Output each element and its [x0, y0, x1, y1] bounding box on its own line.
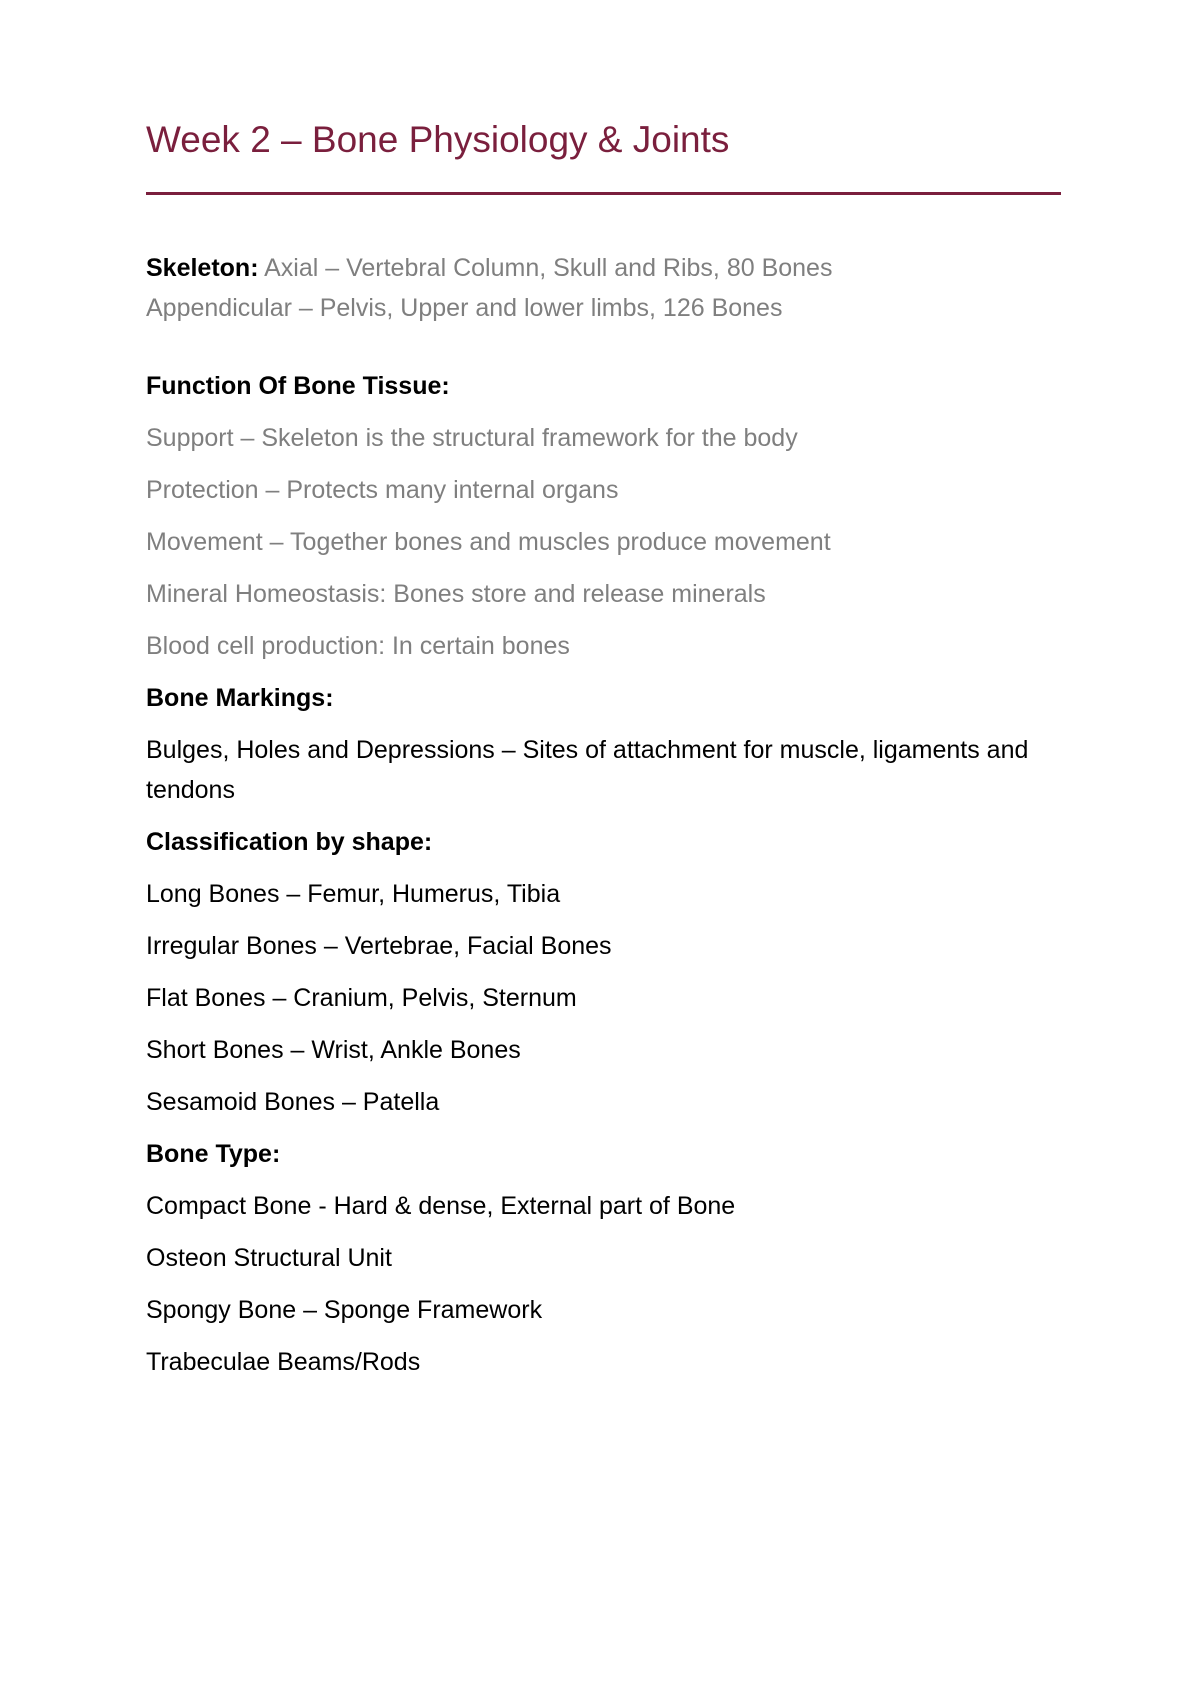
bone-type-item: Spongy Bone – Sponge Framework: [146, 1296, 543, 1324]
bone-type-heading: Bone Type:: [146, 1140, 281, 1168]
bone-type-item: Osteon Structural Unit: [146, 1244, 392, 1272]
skeleton-heading: Skeleton:: [146, 254, 259, 282]
title-divider: [146, 192, 1061, 195]
classification-item: Sesamoid Bones – Patella: [146, 1088, 440, 1116]
classification-heading: Classification by shape:: [146, 828, 433, 856]
bone-type-item: Compact Bone - Hard & dense, External part of Bone: [146, 1192, 736, 1220]
markings-text: Bulges, Holes and Depressions – Sites of attachment for muscle, ligaments and tendons: [146, 736, 1029, 804]
classification-item: Irregular Bones – Vertebrae, Facial Bones: [146, 932, 612, 960]
skeleton-axial-text: Axial – Vertebral Column, Skull and Ribs, 80 Bones: [258, 254, 833, 282]
function-item: Blood cell production: In certain bones: [146, 632, 570, 660]
markings-heading: Bone Markings:: [146, 684, 334, 712]
skeleton-axial-line: [146, 248, 1066, 288]
classification-item: Long Bones – Femur, Humerus, Tibia: [146, 880, 561, 908]
classification-item: Flat Bones – Cranium, Pelvis, Sternum: [146, 984, 577, 1012]
classification-item: Short Bones – Wrist, Ankle Bones: [146, 1036, 521, 1064]
function-item: Support – Skeleton is the structural framework for the body: [146, 424, 798, 452]
function-item: Mineral Homeostasis: Bones store and release minerals: [146, 580, 766, 608]
function-heading: Function Of Bone Tissue:: [146, 372, 450, 400]
document-body: [146, 248, 1066, 1382]
function-item: Protection – Protects many internal organs: [146, 476, 619, 504]
bone-type-item: Trabeculae Beams/Rods: [146, 1348, 421, 1376]
function-item: Movement – Together bones and muscles produce movement: [146, 528, 831, 556]
page-title: Week 2 – Bone Physiology & Joints: [146, 119, 730, 160]
skeleton-appendicular-line: Appendicular – Pelvis, Upper and lower limbs, 126 Bones: [146, 294, 783, 322]
